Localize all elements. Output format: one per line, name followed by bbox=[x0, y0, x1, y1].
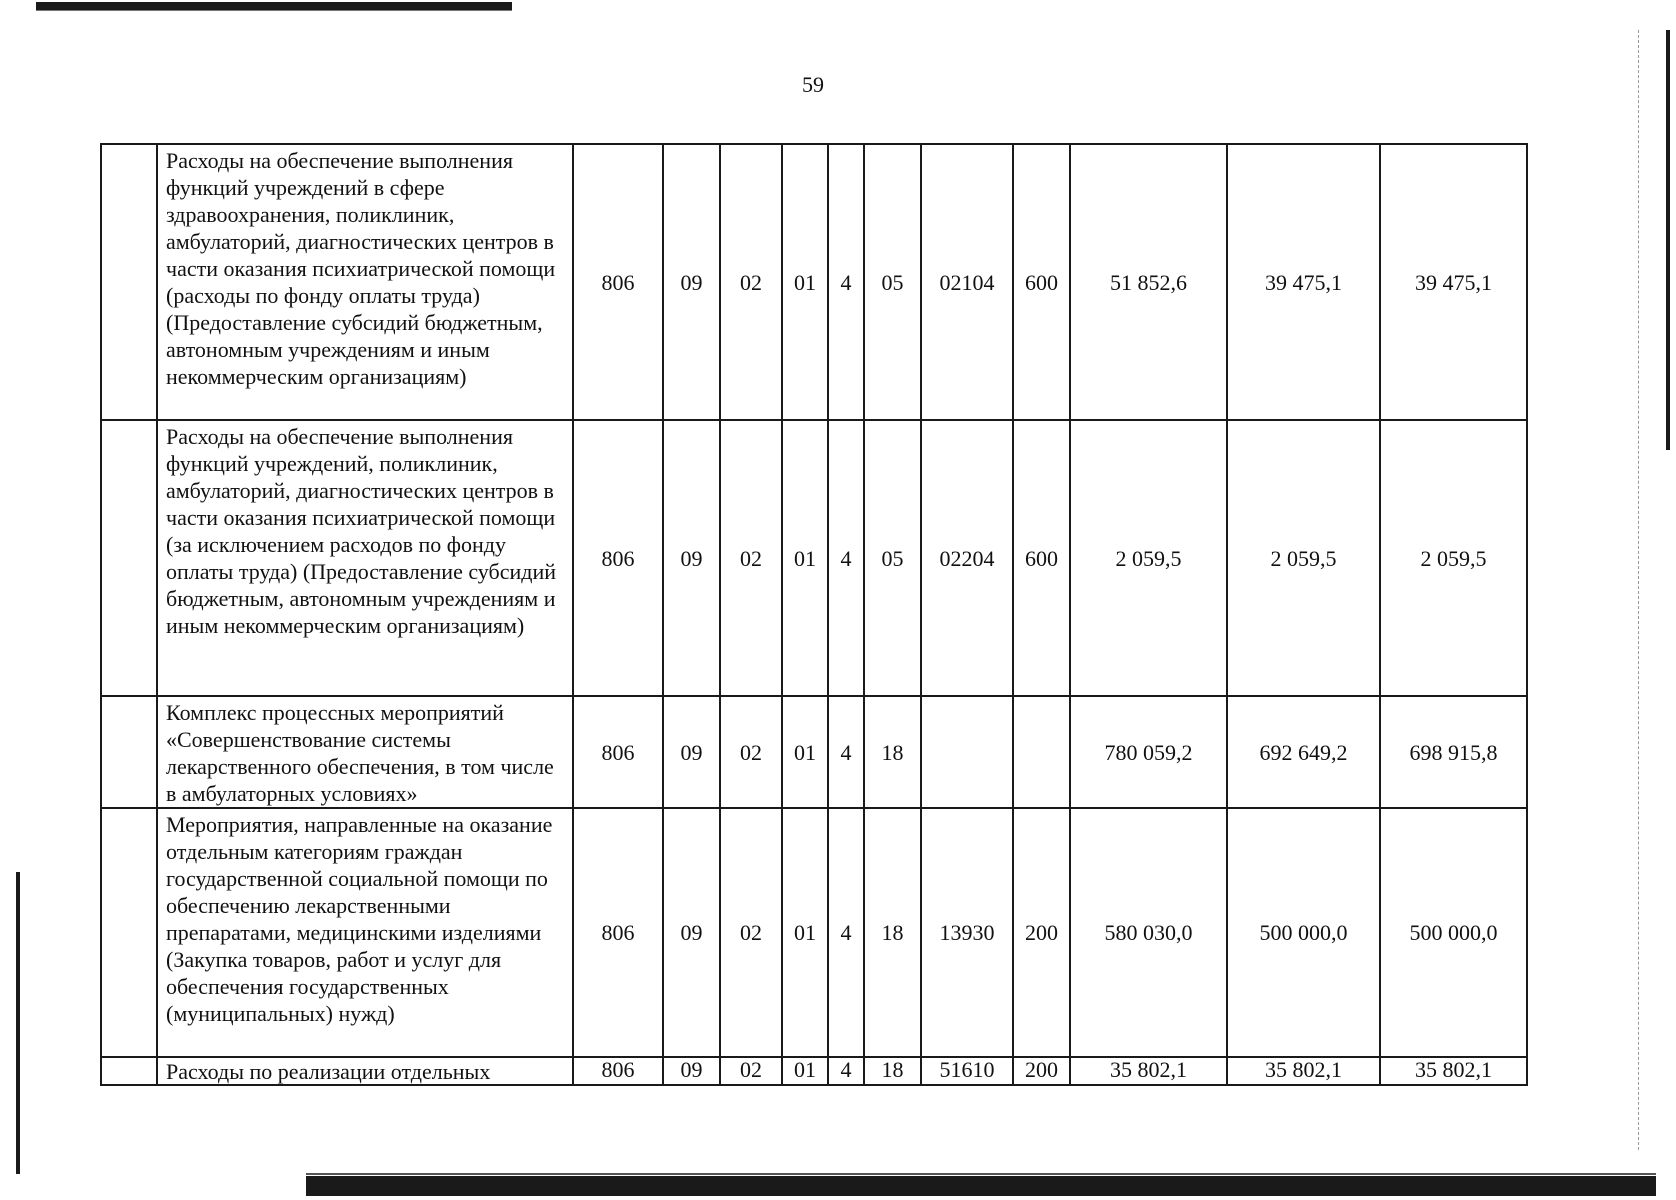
code-ministry-cell: 806 bbox=[573, 1057, 663, 1085]
code-direction-cell: 51610 bbox=[921, 1057, 1013, 1085]
amount-year-3-cell: 35 802,1 bbox=[1380, 1057, 1527, 1085]
code-expense-type-cell bbox=[1013, 696, 1070, 808]
code-subsection-cell: 02 bbox=[720, 420, 782, 696]
scan-edge-bottom-line bbox=[306, 1173, 1656, 1175]
code-event-cell: 05 bbox=[864, 144, 921, 420]
row-index-cell bbox=[101, 808, 157, 1057]
amount-year-3-cell: 500 000,0 bbox=[1380, 808, 1527, 1057]
code-expense-type-cell: 200 bbox=[1013, 808, 1070, 1057]
scan-edge-top-line bbox=[36, 10, 512, 11]
amount-year-3-cell: 2 059,5 bbox=[1380, 420, 1527, 696]
scan-edge-left bbox=[16, 872, 20, 1174]
description-cell: Расходы на обеспечение выполнения функций учреждений, поликлиник, амбулаторий, диагностических центров в части оказания психиатрической помощи (за исключением расходов по фонду оплаты труда) (Предоставление субсидий бюджетным, автономным учреждениям и иным некоммерческим организациям) bbox=[157, 420, 573, 696]
amount-year-1-cell: 35 802,1 bbox=[1070, 1057, 1227, 1085]
code-expense-type-cell: 600 bbox=[1013, 420, 1070, 696]
code-ministry-cell: 806 bbox=[573, 808, 663, 1057]
code-type-cell: 4 bbox=[828, 420, 864, 696]
code-event-cell: 18 bbox=[864, 696, 921, 808]
scan-edge-bottom bbox=[306, 1176, 1656, 1196]
code-program-cell: 01 bbox=[782, 696, 828, 808]
code-type-cell: 4 bbox=[828, 144, 864, 420]
code-section-cell: 09 bbox=[663, 144, 720, 420]
code-direction-cell bbox=[921, 696, 1013, 808]
table-row bbox=[101, 1057, 1527, 1085]
row-index-cell bbox=[101, 696, 157, 808]
description-cell: Расходы на обеспечение выполнения функций учреждений в сфере здравоохранения, поликлиник, амбулаторий, диагностических центров в части оказания психиатрической помощи (расходы по фонду оплаты труда) (Предоставление субсидий бюджетным, автономным учреждениям и иным некоммерческим организациям) bbox=[157, 144, 573, 420]
description-cell: Расходы по реализации отдельных bbox=[157, 1057, 573, 1085]
table-row bbox=[101, 808, 1527, 1057]
code-program-cell: 01 bbox=[782, 1057, 828, 1085]
amount-year-1-cell: 51 852,6 bbox=[1070, 144, 1227, 420]
code-program-cell: 01 bbox=[782, 144, 828, 420]
code-program-cell: 01 bbox=[782, 420, 828, 696]
description-cell: Комплекс процессных мероприятий «Совершенствование системы лекарственного обеспечения, в том числе в амбулаторных условиях» bbox=[157, 696, 573, 808]
code-section-cell: 09 bbox=[663, 808, 720, 1057]
amount-year-1-cell: 580 030,0 bbox=[1070, 808, 1227, 1057]
scan-edge-right bbox=[1666, 30, 1670, 450]
page-number: 59 bbox=[802, 72, 824, 97]
code-subsection-cell: 02 bbox=[720, 1057, 782, 1085]
budget-table bbox=[100, 143, 1528, 1086]
amount-year-3-cell: 39 475,1 bbox=[1380, 144, 1527, 420]
code-type-cell: 4 bbox=[828, 696, 864, 808]
table-row bbox=[101, 144, 1527, 420]
description-cell: Мероприятия, направленные на оказание отдельным категориям граждан государственной социальной помощи по обеспечению лекарственными препаратами, медицинскими изделиями (Закупка товаров, работ и услуг для обеспечения государственных (муниципальных) нужд) bbox=[157, 808, 573, 1057]
code-section-cell: 09 bbox=[663, 696, 720, 808]
code-event-cell: 05 bbox=[864, 420, 921, 696]
code-event-cell: 18 bbox=[864, 808, 921, 1057]
code-event-cell: 18 bbox=[864, 1057, 921, 1085]
code-direction-cell: 02104 bbox=[921, 144, 1013, 420]
code-ministry-cell: 806 bbox=[573, 420, 663, 696]
code-program-cell: 01 bbox=[782, 808, 828, 1057]
amount-year-2-cell: 2 059,5 bbox=[1227, 420, 1380, 696]
row-index-cell bbox=[101, 420, 157, 696]
code-subsection-cell: 02 bbox=[720, 696, 782, 808]
code-subsection-cell: 02 bbox=[720, 808, 782, 1057]
amount-year-2-cell: 500 000,0 bbox=[1227, 808, 1380, 1057]
code-ministry-cell: 806 bbox=[573, 144, 663, 420]
amount-year-2-cell: 692 649,2 bbox=[1227, 696, 1380, 808]
code-section-cell: 09 bbox=[663, 1057, 720, 1085]
code-type-cell: 4 bbox=[828, 1057, 864, 1085]
code-ministry-cell: 806 bbox=[573, 696, 663, 808]
table-row bbox=[101, 696, 1527, 808]
code-direction-cell: 13930 bbox=[921, 808, 1013, 1057]
code-direction-cell: 02204 bbox=[921, 420, 1013, 696]
code-type-cell: 4 bbox=[828, 808, 864, 1057]
amount-year-2-cell: 35 802,1 bbox=[1227, 1057, 1380, 1085]
code-subsection-cell: 02 bbox=[720, 144, 782, 420]
amount-year-1-cell: 780 059,2 bbox=[1070, 696, 1227, 808]
row-index-cell bbox=[101, 1057, 157, 1085]
code-section-cell: 09 bbox=[663, 420, 720, 696]
amount-year-1-cell: 2 059,5 bbox=[1070, 420, 1227, 696]
row-index-cell bbox=[101, 144, 157, 420]
code-expense-type-cell: 200 bbox=[1013, 1057, 1070, 1085]
code-expense-type-cell: 600 bbox=[1013, 144, 1070, 420]
amount-year-2-cell: 39 475,1 bbox=[1227, 144, 1380, 420]
amount-year-3-cell: 698 915,8 bbox=[1380, 696, 1527, 808]
scan-dashed-margin bbox=[1638, 30, 1639, 1150]
table-row bbox=[101, 420, 1527, 696]
scan-edge-top bbox=[36, 2, 512, 10]
